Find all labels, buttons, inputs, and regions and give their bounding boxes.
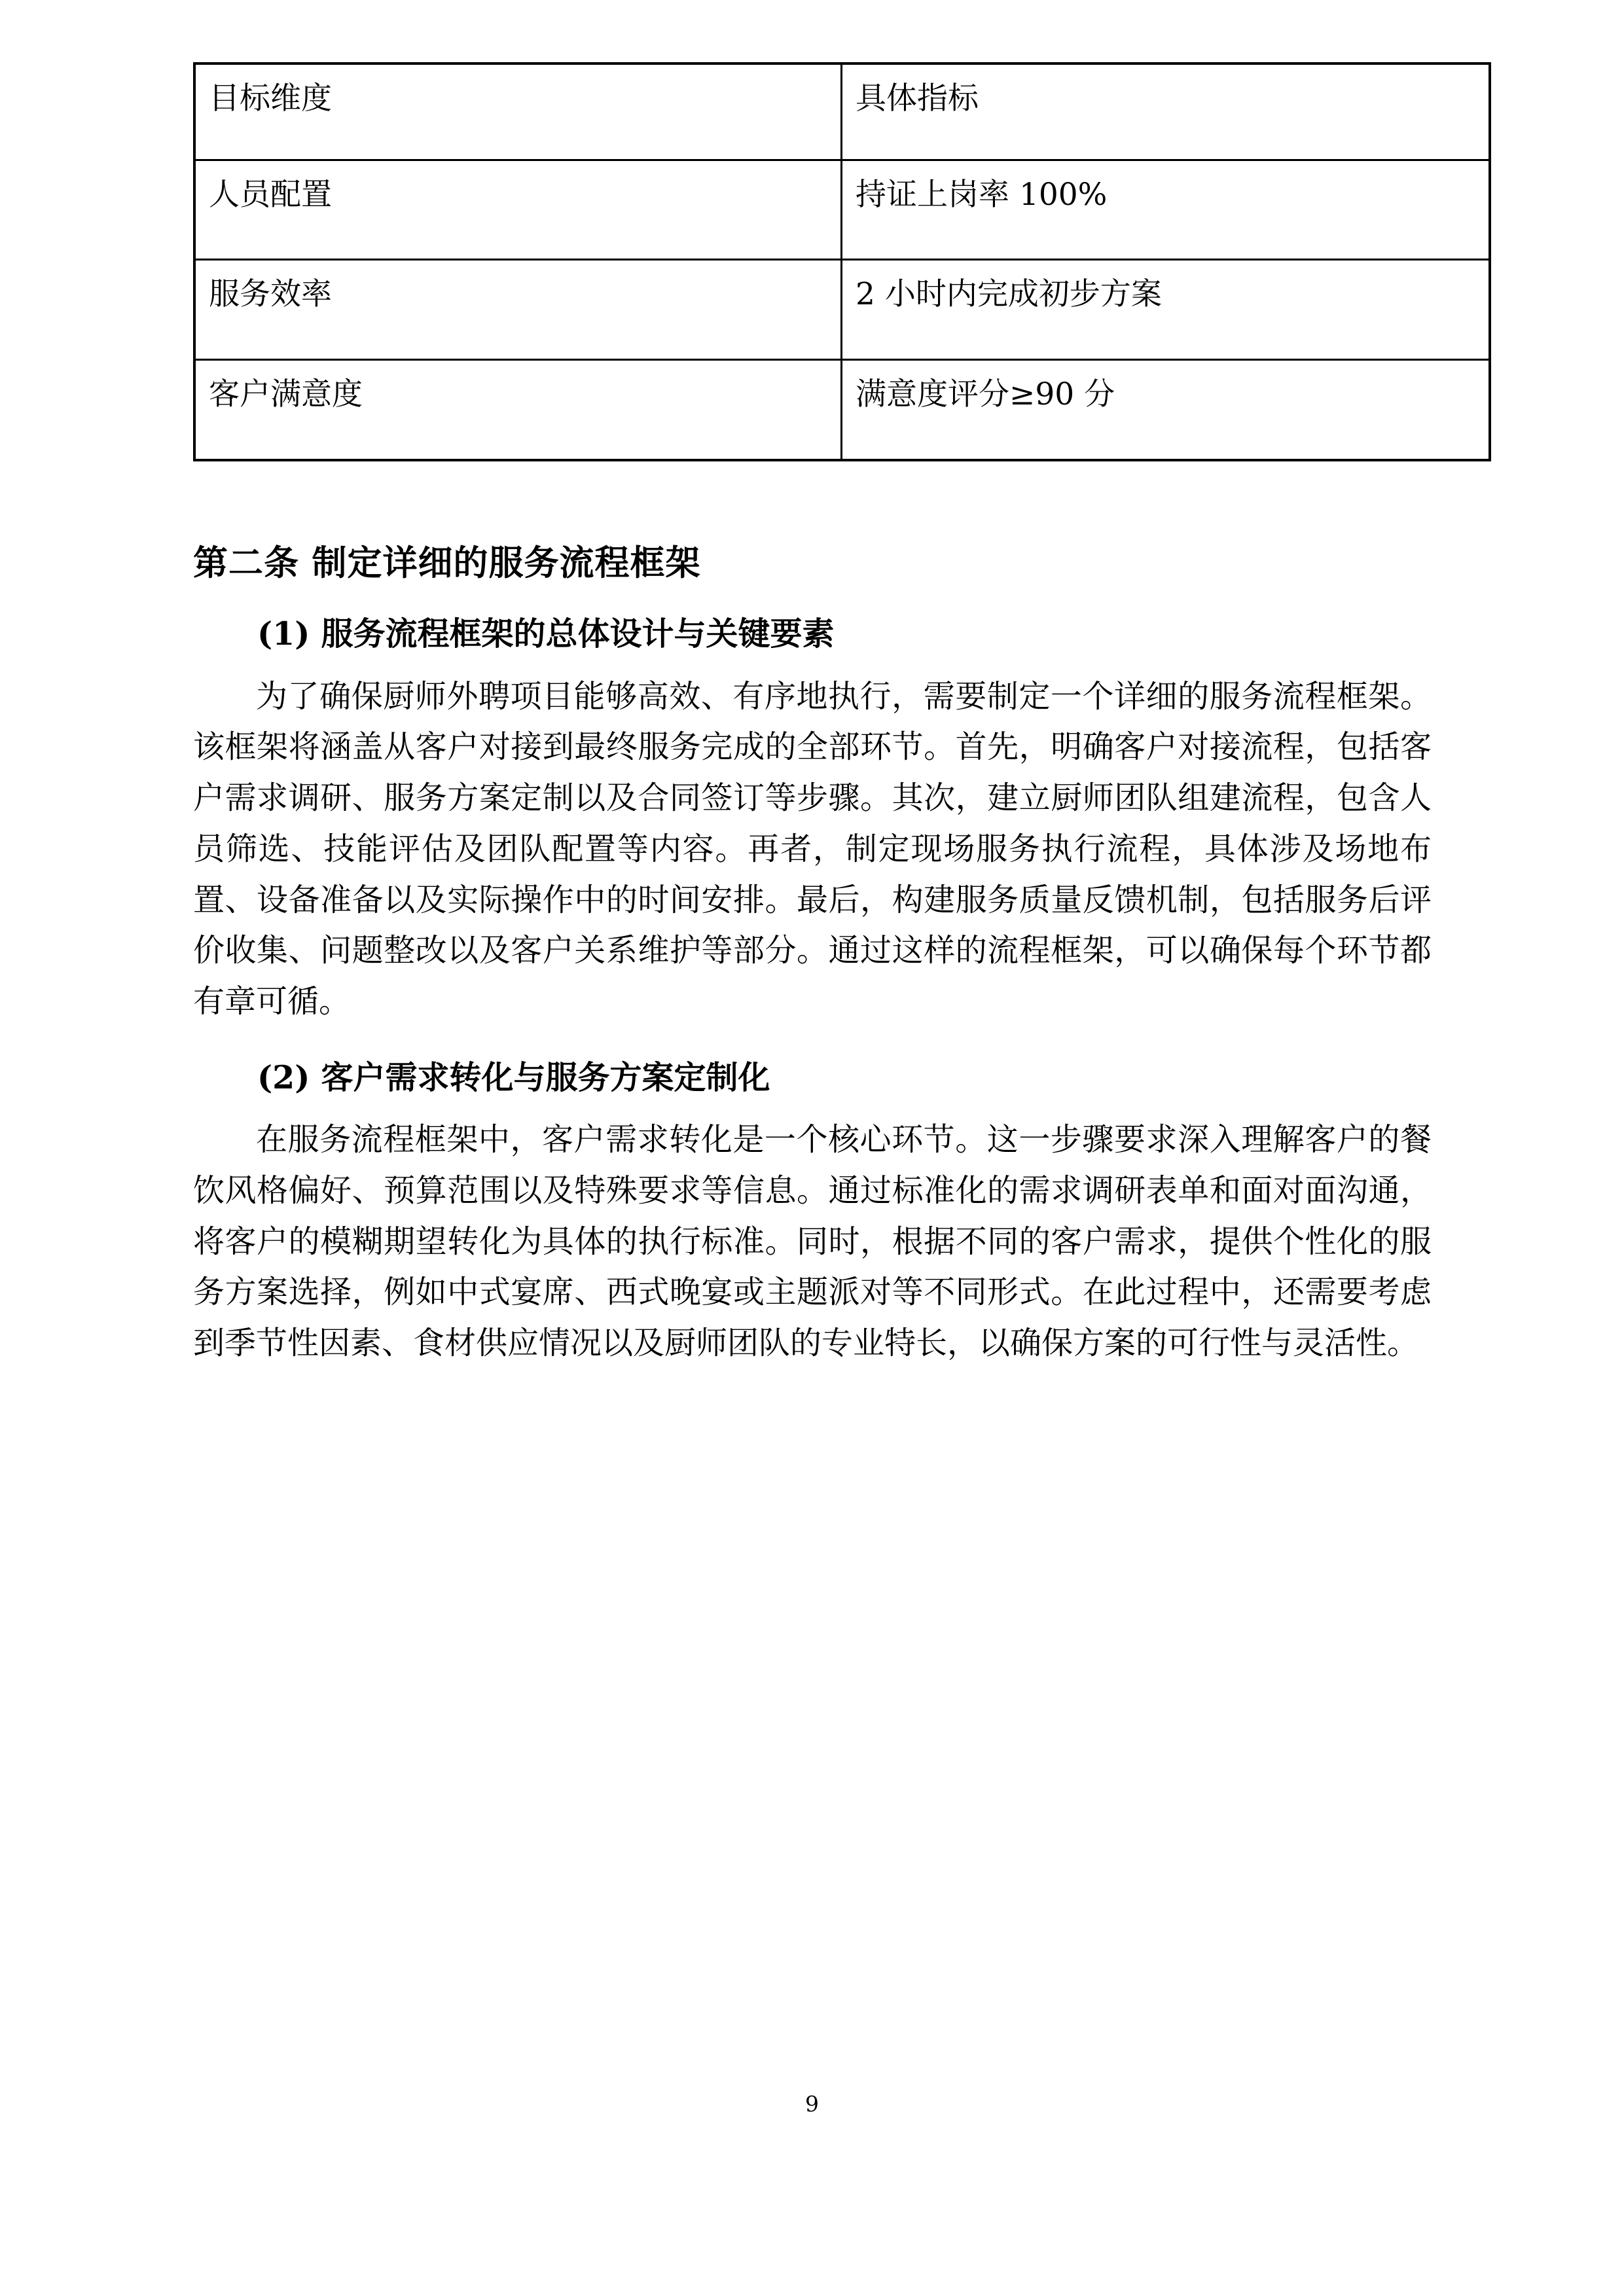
table-header-dimension: 目标维度 [194,63,842,160]
table-row [194,160,1490,260]
table-cell-dimension: 客户满意度 [194,360,842,460]
table-cell-indicator: 满意度评分≥90 分 [842,360,1490,460]
metrics-table [193,62,1491,461]
subsection-heading-2: (2) 客户需求转化与服务方案定制化 [257,1058,770,1096]
page-number: 9 [805,2091,819,2117]
subsection-paragraph-1: 为了确保厨师外聘项目能够高效、有序地执行，需要制定一个详细的服务流程框架。该框架将涵盖从客户对接到最终服务完成的全部环节。首先，明确客户对接流程，包括客户需求调研、服务方案定制以及合同签订等步骤。其次，建立厨师团队组建流程，包含人员筛选、技能评估及团队配置等内容。再者，制定现场服务执行流程，具体涉及场地布置、设备准备以及实际操作中的时间安排。最后，构建服务质量反馈机制，包括服务后评价收集、问题整改以及客户关系维护等部分。通过这样的流程框架，可以确保每个环节都有章可循。 [193,677,1432,1020]
table-cell-indicator: 持证上岗率 100% [842,160,1490,260]
table-cell-dimension: 人员配置 [194,160,842,260]
table-header-indicator: 具体指标 [842,63,1490,160]
page-content [193,62,1432,1369]
section-heading: 第二条 制定详细的服务流程框架 [193,543,701,583]
table-row [194,360,1490,460]
metrics-table-body [194,63,1490,460]
subsection-paragraph-2: 在服务流程框架中，客户需求转化是一个核心环节。这一步骤要求深入理解客户的餐饮风格偏好、预算范围以及特殊要求等信息。通过标准化的需求调研表单和面对面沟通，将客户的模糊期望转化为具体的执行标准。同时，根据不同的客户需求，提供个性化的服务方案选择，例如中式宴席、西式晚宴或主题派对等不同形式。在此过程中，还需要考虑到季节性因素、食材供应情况以及厨师团队的专业特长，以确保方案的可行性与灵活性。 [193,1121,1432,1362]
table-cell-indicator: 2 小时内完成初步方案 [842,260,1490,360]
table-header-row [194,63,1490,160]
subsection-heading-1: (1) 服务流程框架的总体设计与关键要素 [257,615,835,653]
table-cell-dimension: 服务效率 [194,260,842,360]
table-row [194,260,1490,360]
